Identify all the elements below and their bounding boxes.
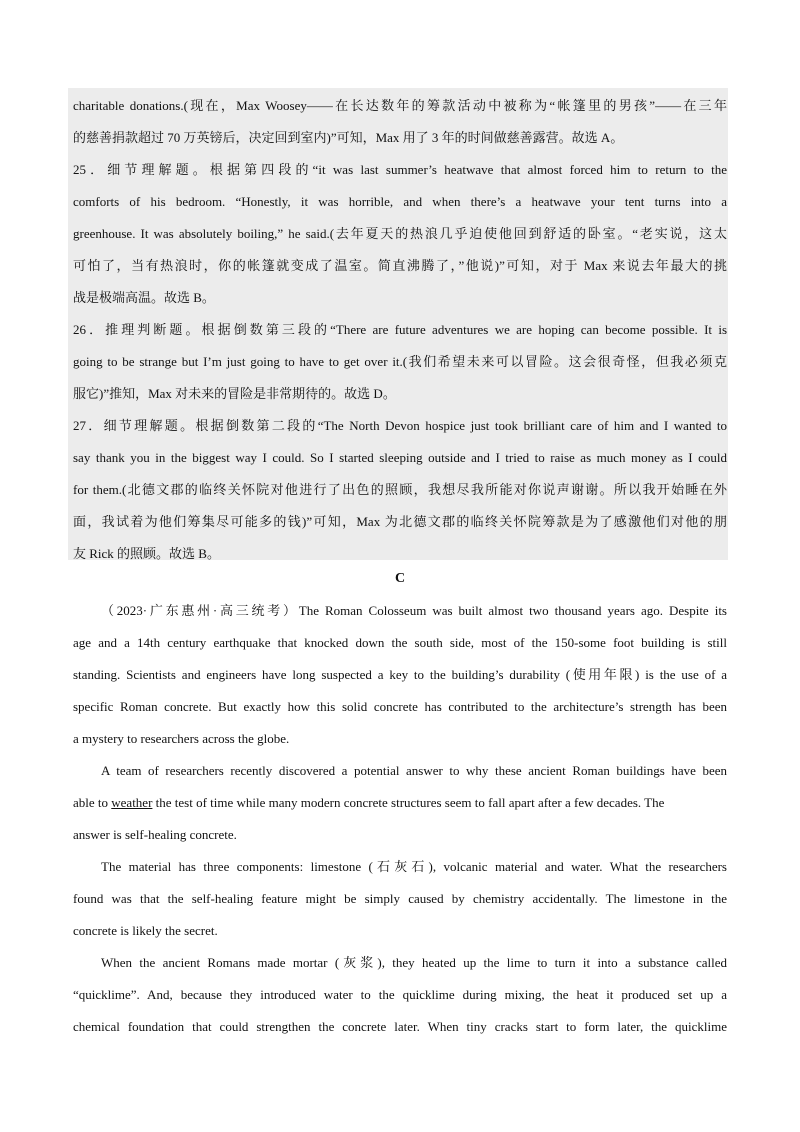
passage-line: a mystery to researchers across the globe. [73, 731, 290, 746]
answer-line: 战是极端高温。故选 B。 [73, 290, 215, 305]
answer-line-27: 27．细节理解题。根据倒数第二段的“The North Devon hospice just took brilliant care of him and I wanted to [73, 418, 727, 433]
passage-line: When the ancient Romans made mortar (灰浆), they heated up the lime to turn it into a substance called [101, 955, 727, 970]
passage-text: the test of time while many modern concrete structures seem to fall apart after a few decades. The [152, 795, 665, 810]
answer-line: comforts of his bedroom. “Honestly, it was horrible, and when there’s a heatwave your tent turns into a [73, 194, 727, 209]
answer-line: 的慈善捐款超过 70 万英镑后，决定回到室内)”可知，Max 用了 3 年的时间做慈善露营。故选 A。 [73, 130, 624, 145]
passage-line [73, 795, 727, 811]
passage-line: standing. Scientists and engineers have long suspected a key to the building’s durability (使用年限) is the use of a [73, 667, 727, 682]
answer-line: 友 Rick 的照顾。故选 B。 [73, 546, 220, 561]
answer-line-26: 26．推理判断题。根据倒数第三段的“There are future adventures we are hoping can become possible. It is [73, 322, 727, 337]
answer-line: greenhouse. It was absolutely boiling,” he said.(去年夏天的热浪几乎迫使他回到舒适的卧室。“老实说，这太 [73, 226, 727, 241]
answer-line-25: 25．细节理解题。根据第四段的“it was last summer’s heatwave that almost forced him to return to the [73, 162, 727, 177]
answer-line: say thank you in the biggest way I could. So I started sleeping outside and I tried to raise as much money as I could [73, 450, 727, 465]
passage-line: （2023·广东惠州·高三统考）The Roman Colosseum was built almost two thousand years ago. Despite its [101, 603, 727, 618]
underlined-word: weather [111, 795, 153, 810]
answer-line: for them.(北德文郡的临终关怀院对他进行了出色的照顾，我想尽我所能对你说声谢谢。所以我开始睡在外 [73, 482, 727, 497]
passage-line: chemical foundation that could strengthen the concrete later. When tiny cracks start to form later, the quicklime [73, 1019, 727, 1034]
passage-line: specific Roman concrete. But exactly how this solid concrete has contributed to the architecture’s strength has been [73, 699, 727, 714]
passage-line: A team of researchers recently discovered a potential answer to why these ancient Roman buildings have been [101, 763, 727, 778]
passage-line: The material has three components: limestone (石灰石), volcanic material and water. What the researchers [101, 859, 727, 874]
answer-line: 服它)”推知，Max 对未来的冒险是非常期待的。故选 D。 [73, 386, 396, 401]
passage-text: able to [73, 795, 112, 810]
passage-line: answer is self-healing concrete. [73, 827, 237, 842]
passage-line: “quicklime”. And, because they introduced water to the quicklime during mixing, the heat it produced set up a [73, 987, 727, 1002]
answer-line: 可怕了，当有热浪时，你的帐篷就变成了温室。简直沸腾了，”他说)”可知，对于 Max 来说去年最大的挑 [73, 258, 727, 273]
answer-line: going to be strange but I’m just going to have to get over it.(我们希望未来可以冒险。这会很奇怪，但我必须克 [73, 354, 727, 369]
answer-line: 面，我试着为他们筹集尽可能多的钱)”可知，Max 为北德文郡的临终关怀院筹款是为了感激他们对他的朋 [73, 514, 727, 529]
answer-line: charitable donations.(现在，Max Woosey——在长达数年的筹款活动中被称为“帐篷里的男孩”——在三年 [73, 98, 727, 113]
passage-line: found was that the self-healing feature might be simply caused by chemistry accidentally. The limestone in the [73, 891, 727, 906]
passage-line: age and a 14th century earthquake that knocked down the south side, most of the 150-some foot building is still [73, 635, 727, 650]
passage-line: concrete is likely the secret. [73, 923, 218, 938]
section-heading: C [394, 571, 406, 586]
